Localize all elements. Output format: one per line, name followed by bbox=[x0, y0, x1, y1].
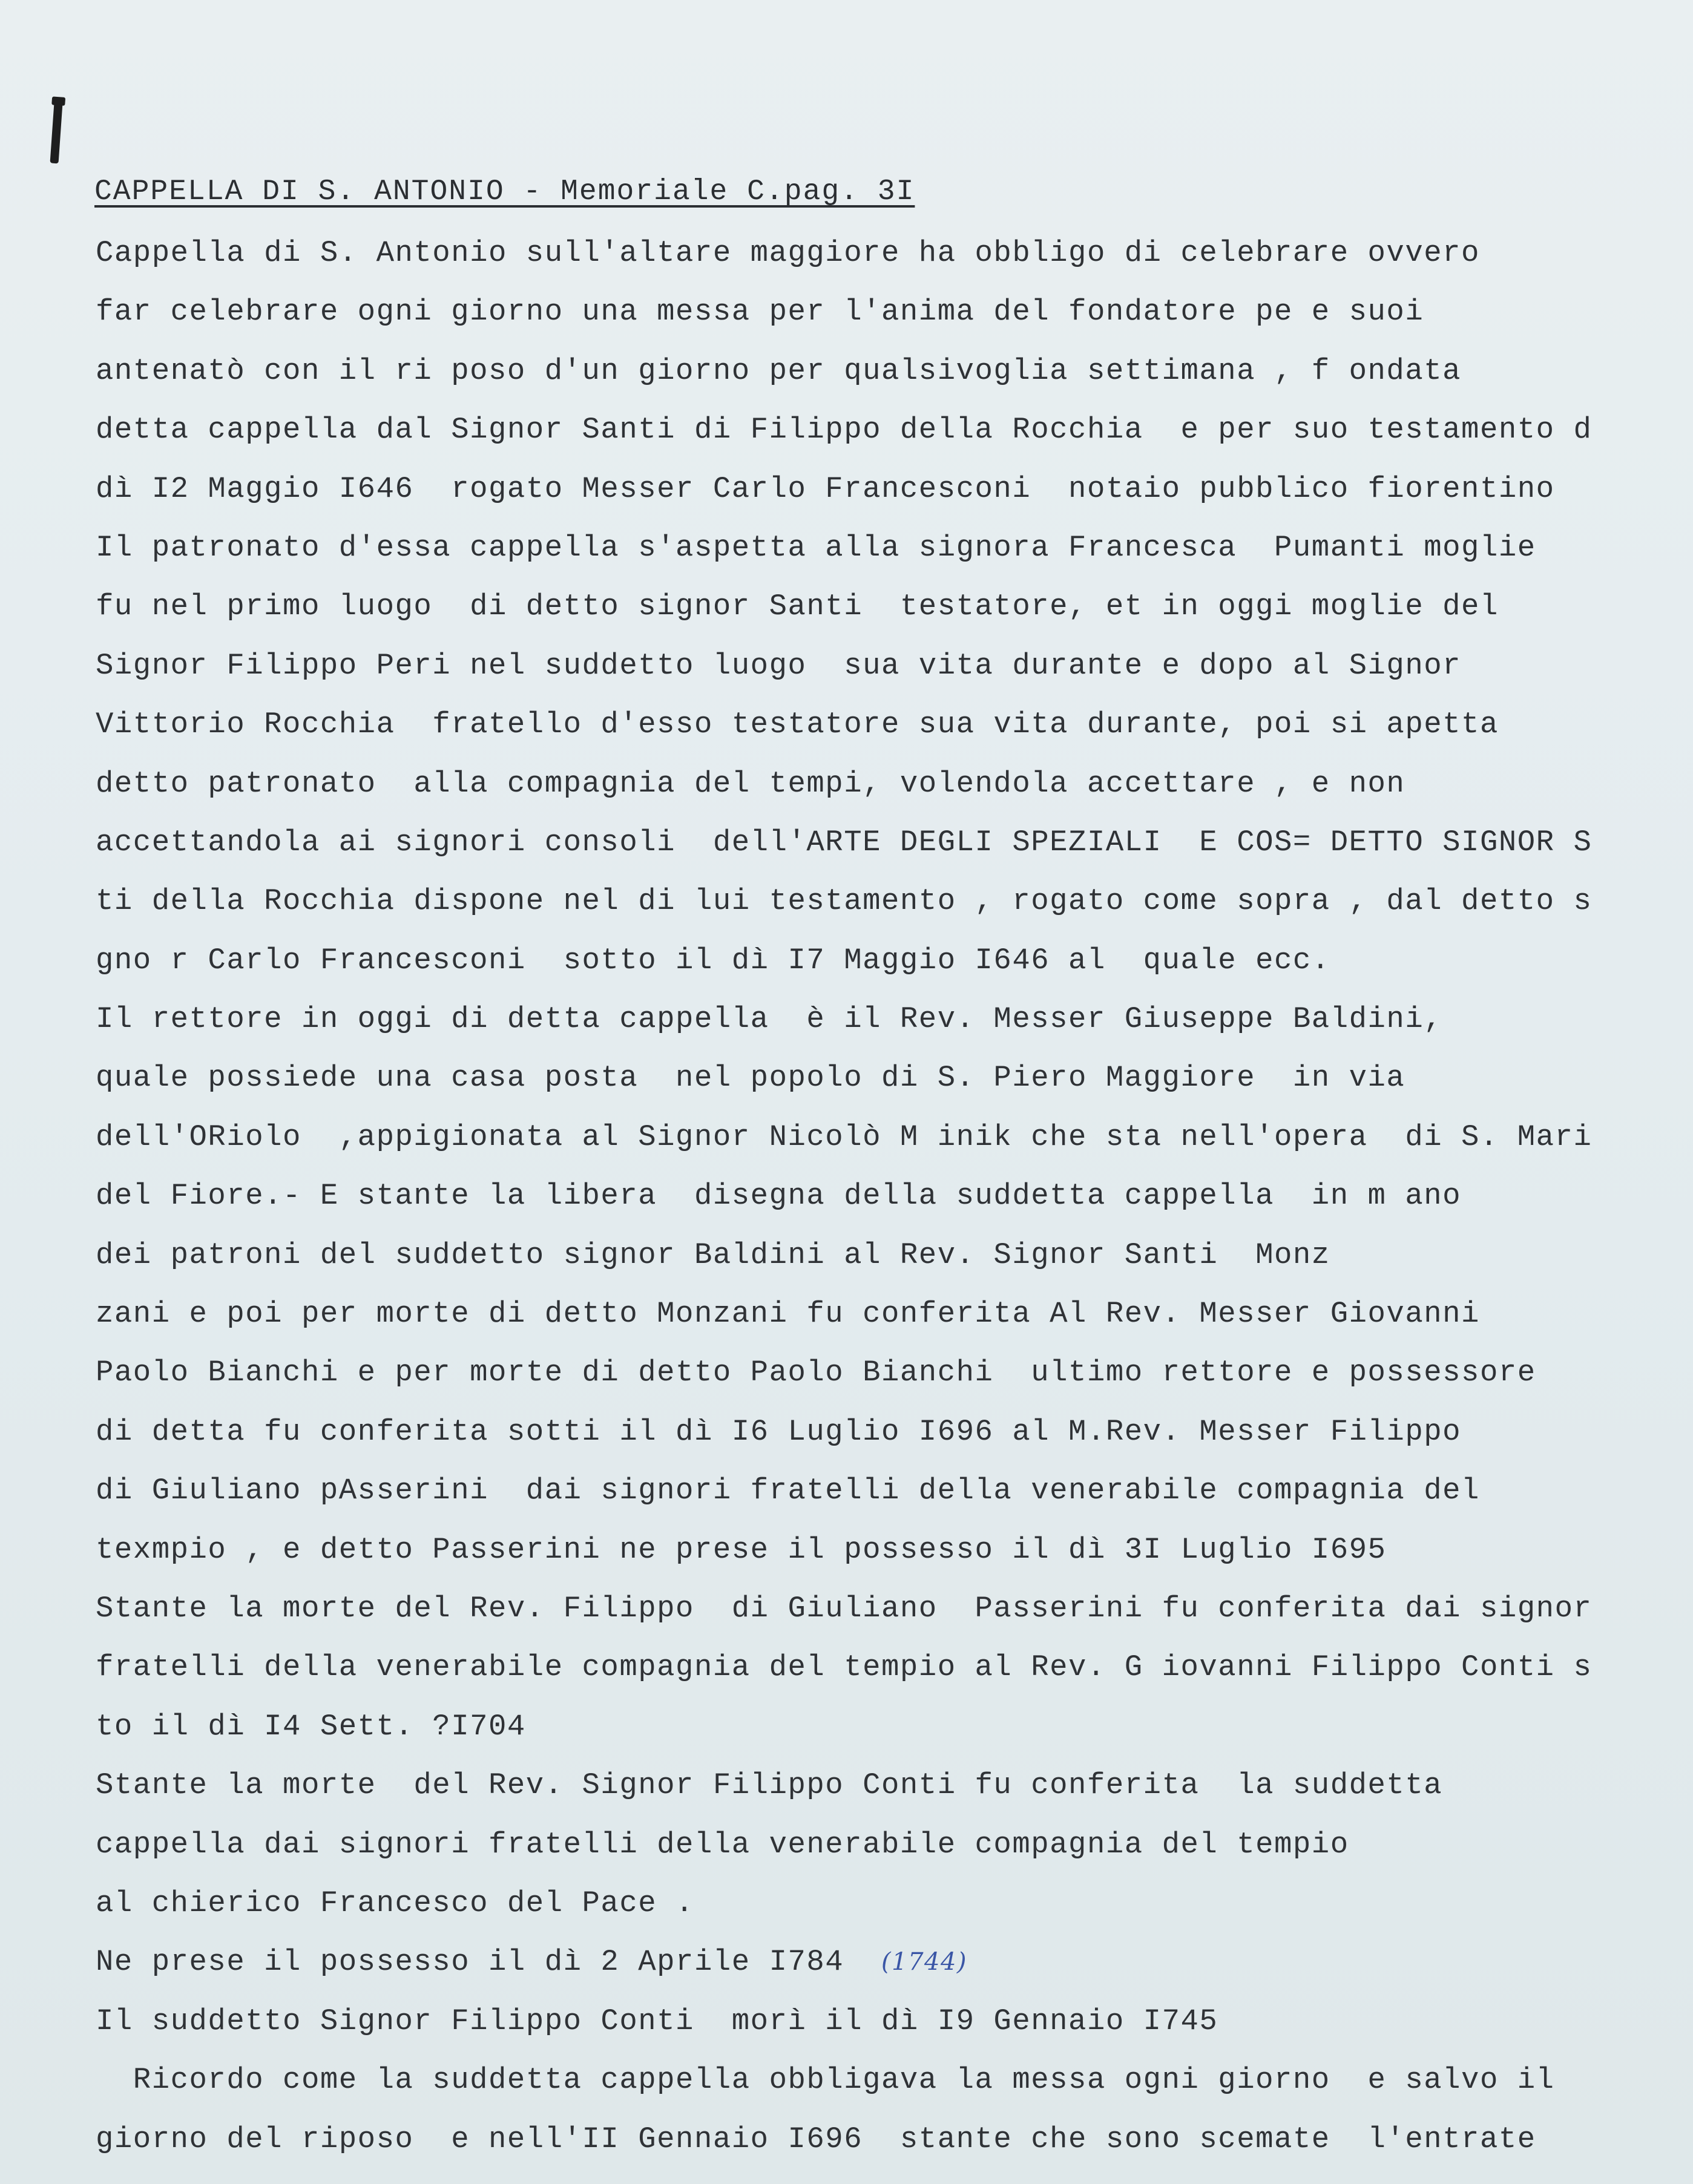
text-line: to il dì I4 Sett. ?I704 bbox=[96, 1709, 526, 1743]
text-line: dei patroni del suddetto signor Baldini al Rev. Signor Santi Monz bbox=[96, 1238, 1330, 1272]
text-line: Stante la morte del Rev. Filippo di Giuliano Passerini fu conferita dai signor bbox=[96, 1591, 1593, 1625]
text-line: di Giuliano pAsserini dai signori fratelli della venerabile compagnia del bbox=[96, 1474, 1480, 1508]
handwritten-margin-note: (1744) bbox=[881, 1948, 968, 1976]
text-line: giorno del riposo e nell'II Gennaio I696 stante che sono scemate l'entrate bbox=[96, 2122, 1536, 2156]
text-line: far celebrare ogni giorno una messa per l'anima del fondatore pe e suoi bbox=[96, 295, 1424, 329]
text-line: fu nel primo luogo di detto signor Santi testatore, et in oggi moglie del bbox=[96, 589, 1499, 624]
text-line: del Fiore.- E stante la libera disegna della suddetta cappella in m ano bbox=[96, 1179, 1462, 1213]
text-line: gno r Carlo Francesconi sotto il dì I7 Maggio I646 al quale ecc. bbox=[96, 943, 1330, 977]
text-line: texmpio , e detto Passerini ne prese il possesso il dì 3I Luglio I695 bbox=[96, 1532, 1387, 1567]
document-body bbox=[96, 224, 1681, 2169]
text-line: Paolo Bianchi e per morte di detto Paolo Bianchi ultimo rettore e possessore bbox=[96, 1356, 1536, 1390]
text-line: Signor Filippo Peri nel suddetto luogo sua vita durante e dopo al Signor bbox=[96, 648, 1462, 683]
document-heading: CAPPELLA DI S. ANTONIO - Memoriale C.pag. 3I bbox=[94, 175, 915, 208]
text-line: Il rettore in oggi di detta cappella è il Rev. Messer Giuseppe Baldini, bbox=[96, 1002, 1443, 1037]
text-line: Ne prese il possesso il dì 2 Aprile I784 bbox=[96, 1945, 844, 1979]
text-line: Il suddetto Signor Filippo Conti morì il dì I9 Gennaio I745 bbox=[96, 2004, 1218, 2038]
text-line: fratelli della venerabile compagnia del tempio al Rev. G iovanni Filippo Conti s bbox=[96, 1650, 1593, 1685]
text-line: Vittorio Rocchia fratello d'esso testatore sua vita durante, poi si apetta bbox=[96, 707, 1499, 742]
edge-mark bbox=[50, 103, 63, 164]
text-line: quale possiede una casa posta nel popolo di S. Piero Maggiore in via bbox=[96, 1061, 1405, 1095]
text-line: al chierico Francesco del Pace . bbox=[96, 1886, 694, 1920]
text-line: dì I2 Maggio I646 rogato Messer Carlo Francesconi notaio pubblico fiorentino bbox=[96, 471, 1555, 506]
text-line: detto patronato alla compagnia del tempi, volendola accettare , e non bbox=[96, 766, 1405, 801]
text-line: ti della Rocchia dispone nel di lui testamento , rogato come sopra , dal detto s bbox=[96, 884, 1593, 919]
text-line: Stante la morte del Rev. Signor Filippo Conti fu conferita la suddetta bbox=[96, 1768, 1443, 1803]
text-line: dell'ORiolo ,appigionata al Signor Nicolò M inik che sta nell'opera di S. Mari bbox=[96, 1120, 1593, 1154]
text-line: accettandola ai signori consoli dell'ARTE DEGLI SPEZIALI E COS= DETTO SIGNOR S bbox=[96, 825, 1593, 859]
text-line: di detta fu conferita sotti il dì I6 Luglio I696 al M.Rev. Messer Filippo bbox=[96, 1414, 1462, 1449]
text-line: cappella dai signori fratelli della venerabile compagnia del tempio bbox=[96, 1827, 1349, 1861]
text-line: Il patronato d'essa cappella s'aspetta alla signora Francesca Pumanti moglie bbox=[96, 530, 1536, 565]
text-line: Cappella di S. Antonio sull'altare maggiore ha obbligo di celebrare ovvero bbox=[96, 236, 1480, 270]
text-line: zani e poi per morte di detto Monzani fu conferita Al Rev. Messer Giovanni bbox=[96, 1297, 1480, 1331]
text-line: detta cappella dal Signor Santi di Filippo della Rocchia e per suo testamento d bbox=[96, 413, 1593, 447]
text-line-with-note bbox=[96, 1933, 1681, 1992]
text-line: Ricordo come la suddetta cappella obbligava la messa ogni giorno e salvo il bbox=[96, 2063, 1555, 2097]
text-line: antenatò con il ri poso d'un giorno per qualsivoglia settimana , f ondata bbox=[96, 353, 1462, 388]
